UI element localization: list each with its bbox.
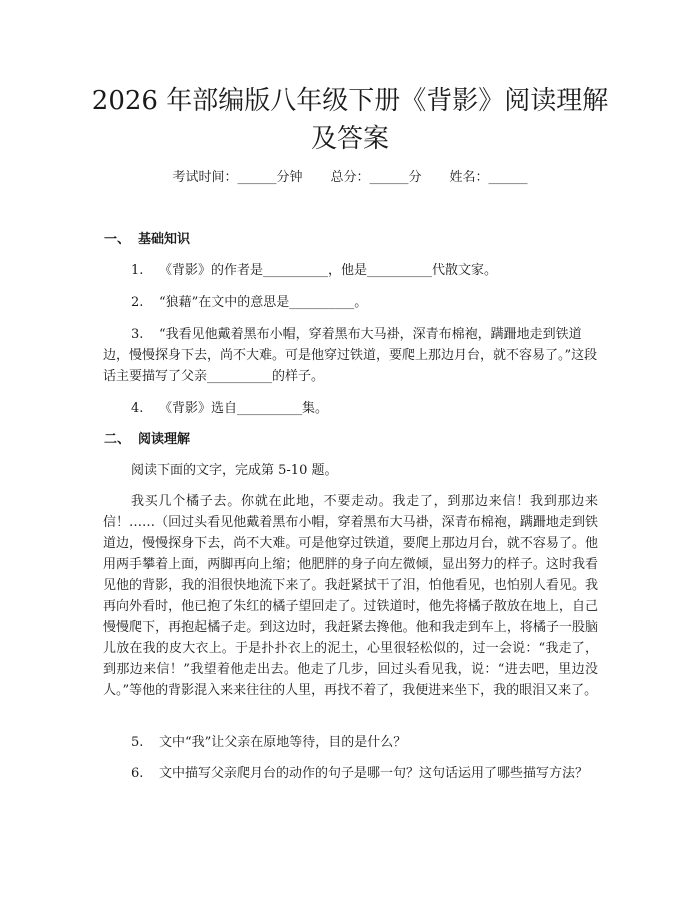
exam-time: 考试时间：______分钟 (172, 170, 303, 185)
question-text: “狼藉”在文中的意思是__________。 (159, 295, 368, 310)
question-text: “我看见他戴着黑布小帽，穿着黑布大马褂，深青布棉袍，蹒跚地走到铁道边，慢慢探身下去，尚不大难。可是他穿过铁道，要爬上那边月台，就不容易了。”这段话主要描写了父亲__________的样子。 (103, 327, 598, 384)
reading-passage: 我买几个橘子去。你就在此地，不要走动。我走了，到那边来信！我到那边来信！……（回过头看见他戴着黑布小帽，穿着黑布大马褂，深青布棉袍，蹒跚地走到铁道边，慢慢探身下去，尚不大难。可是他穿过铁道，要爬上那边月台，就不容易了。他用两手攀着上面，两脚再向上缩；他肥胖的身子向左微倾，显出努力的样子。这时我看见他的背影，我的泪很快地流下来了。我赶紧拭干了泪，怕他看见，也怕别人看见。我再向外看时，他已抱了朱红的橘子望回走了。过铁道时，他先将橘子散放在地上，自己慢慢爬下，再抱起橘子走。到这边时，我赶紧去搀他。他和我走到车上，将橘子一股脑儿放在我的皮大衣上。于是扑扑衣上的泥土，心里很轻松似的，过一会说：“我走了，到那边来信！”我望着他走出去。他走了几步，回过头看见我，说：“进去吧，里边没人。”等他的背影混入来来往往的人里，再找不着了，我便进来坐下，我的眼泪又来了。 (103, 494, 598, 698)
question-number: 1. (131, 263, 144, 278)
question-number: 2. (131, 295, 144, 310)
question-text: 文中描写父亲爬月台的动作的句子是哪一句？这句话运用了哪些描写方法？ (159, 766, 589, 781)
question-text: 《背影》的作者是__________，他是__________代散文家。 (159, 263, 498, 278)
section-title: 阅读理解 (138, 432, 191, 447)
section-heading-basic (104, 230, 190, 250)
question-5 (103, 732, 598, 753)
question-1 (103, 260, 598, 281)
question-text: 《背影》选自__________集。 (159, 401, 329, 416)
question-6 (103, 763, 598, 784)
section-heading-reading (104, 430, 190, 450)
exam-score: 总分：______分 (330, 170, 422, 185)
question-number: 4. (131, 401, 144, 416)
question-3 (103, 324, 598, 387)
question-number: 5. (131, 735, 144, 750)
title-line-1: 2026 年部编版八年级下册《背影》阅读理解 (91, 86, 609, 116)
title-line-2: 及答案 (310, 124, 389, 154)
section-number: 一、 (104, 232, 131, 247)
reading-intro: 阅读下面的文字，完成第 5-10 题。 (131, 463, 338, 478)
question-number: 6. (131, 766, 144, 781)
section-title: 基础知识 (138, 232, 191, 247)
question-text: 文中“我”让父亲在原地等待，目的是什么？ (159, 735, 407, 750)
question-2 (103, 292, 598, 313)
question-number: 3. (131, 327, 144, 342)
exam-name: 姓名：______ (449, 170, 528, 185)
document-title (90, 82, 610, 158)
exam-info (0, 168, 700, 188)
section-number: 二、 (104, 432, 131, 447)
question-4 (103, 398, 598, 419)
